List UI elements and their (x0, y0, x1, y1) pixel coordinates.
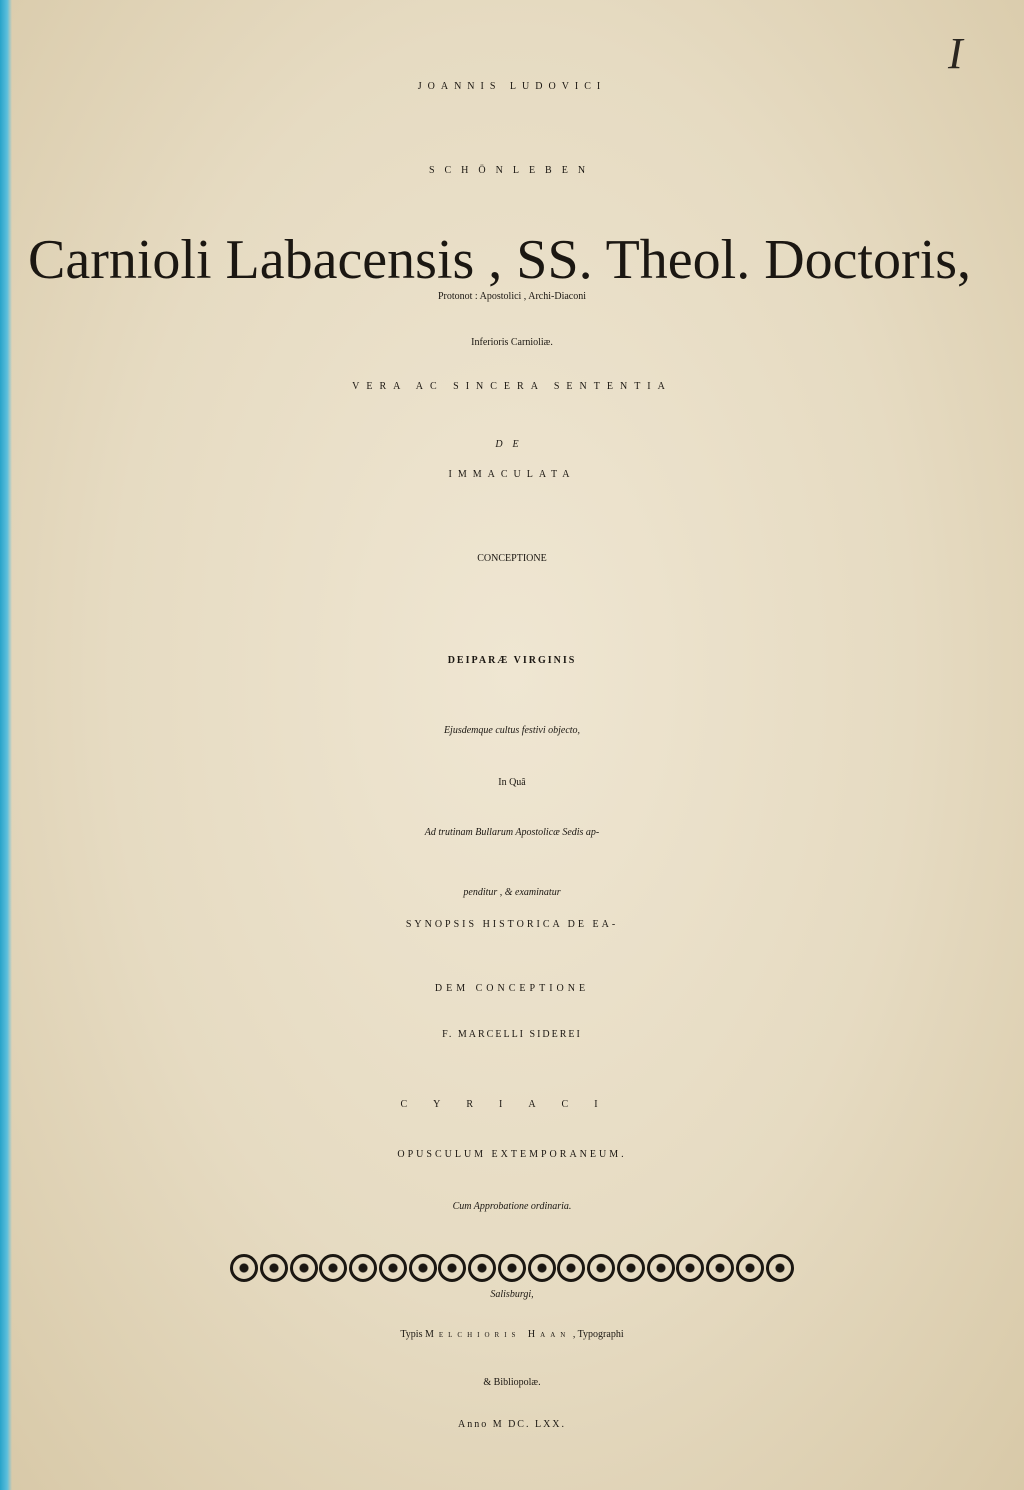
author-offices: Protonot : Apostolici , Archi-Diaconi (437, 291, 587, 302)
work-title-line: VERA AC SINCERA SENTENTIA (352, 381, 672, 392)
ornament-circle-icon (617, 1254, 645, 1282)
opusculum-heading: OPUSCULUM EXTEMPORANEUM. (397, 1149, 627, 1160)
author-region: Inferioris Carnioliæ. (471, 337, 553, 348)
main-title-deiparae: DEIPARÆ VIRGINIS (447, 655, 577, 666)
second-author-name: F. MARCELLI SIDEREI (442, 1029, 582, 1040)
author-first-name: JOANNIS LUDOVICI (417, 81, 607, 92)
imprint-year: Anno M DC. LXX. (457, 1419, 567, 1430)
scan-edge-strip (0, 0, 12, 1490)
ornament-circle-icon (319, 1254, 347, 1282)
main-title-immaculata: IMMACULATA (448, 469, 576, 480)
ornament-circle-icon (379, 1254, 407, 1282)
in-qua-line: In Quâ (498, 777, 526, 788)
synopsis-heading: SYNOPSIS HISTORICA DE EA- (405, 919, 619, 930)
folio-number: I (948, 29, 963, 78)
ornament-circle-icon (230, 1254, 258, 1282)
ornament-circle-icon (349, 1254, 377, 1282)
ornament-circle-icon (766, 1254, 794, 1282)
ornament-circle-icon (587, 1254, 615, 1282)
subtitle-line: Ejusdemque cultus festivi objecto, (443, 725, 581, 736)
imprint-printer (0, 1330, 1024, 1340)
ornament-circle-icon (706, 1254, 734, 1282)
imprint-printer-suffix: , Typographi (572, 1329, 624, 1340)
ornament-circle-icon (676, 1254, 704, 1282)
ornament-circle-icon (468, 1254, 496, 1282)
ornament-circle-icon (498, 1254, 526, 1282)
ornament-circle-icon (260, 1254, 288, 1282)
ornament-circle-icon (557, 1254, 585, 1282)
imprint-place: Salisburgi, (490, 1289, 534, 1300)
ornament-circle-icon (647, 1254, 675, 1282)
title-preposition: DE (495, 439, 529, 450)
ornament-circle-icon (736, 1254, 764, 1282)
second-author-surname: CYRIACI (400, 1099, 624, 1110)
imprint-bookseller: & Bibliopolæ. (483, 1377, 541, 1388)
penditur-line: penditur , & examinatur (463, 887, 561, 898)
synopsis-continuation: DEM CONCEPTIONE (434, 983, 590, 994)
imprint-printer-prefix: Typis (400, 1329, 423, 1340)
approbation-line: Cum Approbatione ordinaria. (452, 1201, 572, 1212)
ornament-circle-icon (290, 1254, 318, 1282)
trutinam-line: Ad trutinam Bullarum Apostolicæ Sedis ap- (424, 827, 600, 838)
imprint-printer-name: Melchioris Haan (424, 1329, 571, 1340)
author-credentials: Carnioli Labacensis , SS. Theol. Doctoris, (28, 229, 972, 291)
ornament-circle-icon (528, 1254, 556, 1282)
author-surname: SCHÖNLEBEN (428, 165, 596, 176)
printers-ornament-row (230, 1250, 794, 1286)
ornament-circle-icon (409, 1254, 437, 1282)
main-title-conceptione: CONCEPTIONE (477, 553, 547, 564)
ornament-circle-icon (438, 1254, 466, 1282)
